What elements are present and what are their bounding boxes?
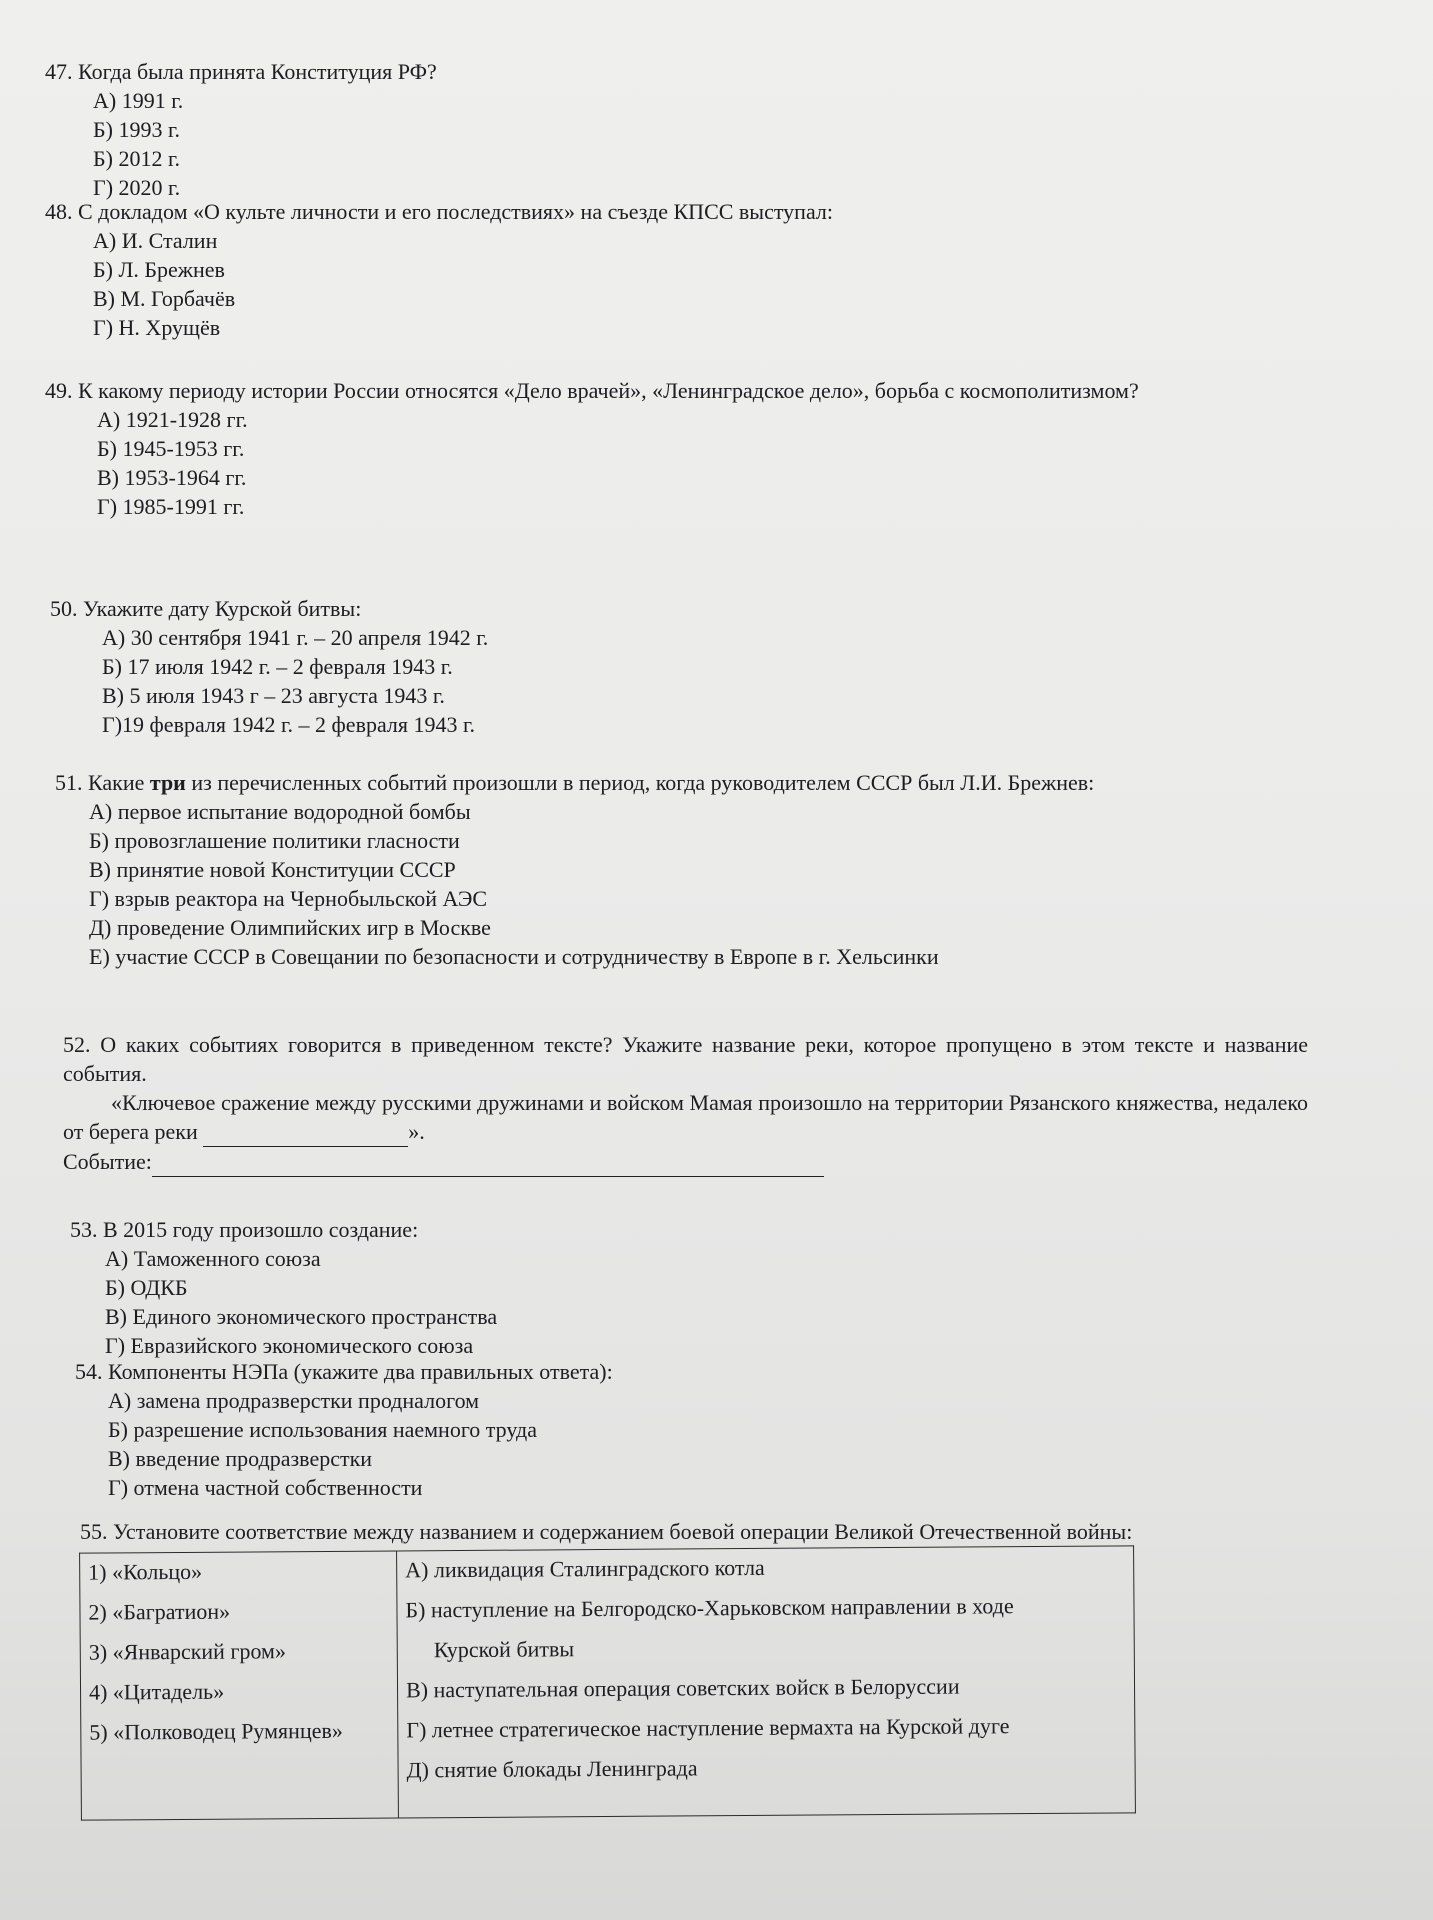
option: А) И. Сталин <box>93 228 218 253</box>
option: В) Единого экономического пространства <box>105 1304 498 1329</box>
quote-close: ». <box>408 1119 425 1144</box>
operation-description: В) наступательная операция советских войск в Белоруссии <box>405 1673 960 1703</box>
operations-column <box>80 1551 399 1820</box>
option: Г) Н. Хрущёв <box>93 315 221 340</box>
operation-description: Г) летнее стратегическое наступление вермахта на Курской дуге <box>406 1713 1010 1743</box>
options-list <box>55 797 1305 971</box>
option: В) 1953-1964 гг. <box>97 465 247 490</box>
option: Г) взрыв реактора на Чернобыльской АЭС <box>89 886 488 911</box>
question-text-end: из перечисленных событий произошли в период, когда руководителем СССР был Л.И. Брежнев: <box>191 770 1095 795</box>
options-list <box>50 623 1320 739</box>
question-text-start: Какие <box>88 770 145 795</box>
question-48 <box>45 197 1315 342</box>
question-52 <box>63 1030 1308 1177</box>
option: Б) ОДКБ <box>105 1275 188 1300</box>
option: А) 30 сентября 1941 г. – 20 апреля 1942 г. <box>102 625 489 650</box>
question-number: 54. <box>75 1359 103 1384</box>
question-number: 49. <box>45 378 73 403</box>
question-number: 52. <box>63 1032 91 1057</box>
question-text: В 2015 году произошло создание: <box>103 1217 419 1242</box>
option: Б) провозглашение политики гласности <box>89 828 460 853</box>
option: Е) участие СССР в Совещании по безопасности и сотрудничеству в Европе в г. Хельсинки <box>89 944 939 969</box>
operation-name: 1) «Кольцо» <box>88 1558 203 1585</box>
question-49 <box>45 376 1300 521</box>
question-47 <box>45 57 1315 202</box>
quote-paragraph <box>63 1088 1308 1147</box>
event-line <box>63 1147 1308 1177</box>
question-text: Установите соответствие между названием и содержанием боевой операции Великой Отечественной войны: <box>113 1519 1133 1544</box>
option: Г) 1985-1991 гг. <box>97 494 245 519</box>
operation-description: Б) наступление на Белгородско-Харьковском направлении в ходе <box>405 1593 1014 1623</box>
options-list <box>45 405 1300 521</box>
question-number: 55. <box>80 1519 108 1544</box>
option: В) М. Горбачёв <box>93 286 236 311</box>
option: А) 1921-1928 гг. <box>97 407 248 432</box>
option: В) введение продразверстки <box>108 1446 373 1471</box>
option: Г) Евразийского экономического союза <box>105 1333 474 1358</box>
operation-description: А) ликвидация Сталинградского котла <box>405 1554 765 1583</box>
event-answer-blank[interactable] <box>152 1147 824 1177</box>
option: Б) 17 июля 1942 г. – 2 февраля 1943 г. <box>102 654 453 679</box>
question-text: К какому периоду истории России относятся «Дело врачей», «Ленинградское дело», борьба с космополитизмом? <box>78 378 1139 403</box>
option: А) первое испытание водородной бомбы <box>89 799 471 824</box>
matching-table <box>79 1545 1136 1820</box>
quote-text: «Ключевое сражение между русскими дружинами и войском Мамая произошло на территории Рязанского княжества, недалеко от берега реки <box>63 1090 1308 1144</box>
options-list <box>70 1244 1340 1360</box>
question-number: 51. <box>55 770 83 795</box>
option: А) 1991 г. <box>93 88 184 113</box>
question-54 <box>75 1357 1345 1502</box>
operation-description: Д) снятие блокады Ленинграда <box>406 1755 698 1783</box>
river-answer-blank[interactable] <box>203 1117 408 1147</box>
question-number: 47. <box>45 59 73 84</box>
question-text: Укажите дату Курской битвы: <box>83 596 362 621</box>
option: Д) проведение Олимпийских игр в Москве <box>89 915 491 940</box>
question-53 <box>70 1215 1340 1360</box>
option: Г) отмена частной собственности <box>108 1475 423 1500</box>
question-text: С докладом «О культе личности и его последствиях» на съезде КПСС выступал: <box>78 199 833 224</box>
question-50 <box>50 594 1320 739</box>
option: В) принятие новой Конституции СССР <box>89 857 456 882</box>
event-label: Событие: <box>63 1149 152 1174</box>
question-text: Компоненты НЭПа (укажите два правильных ответа): <box>108 1359 613 1384</box>
operation-name: 2) «Багратион» <box>88 1598 231 1625</box>
options-list <box>45 226 1315 342</box>
question-number: 53. <box>70 1217 98 1242</box>
question-text: Когда была принята Конституция РФ? <box>78 59 437 84</box>
option: Б) разрешение использования наемного труда <box>108 1417 537 1442</box>
option: Б) Л. Брежнев <box>93 257 225 282</box>
descriptions-column <box>397 1546 1136 1818</box>
question-51 <box>55 768 1305 971</box>
option: Б) 1945-1953 гг. <box>97 436 245 461</box>
operation-name: 4) «Цитадель» <box>88 1678 225 1705</box>
options-list <box>75 1386 1345 1502</box>
operation-name: 5) «Полководец Румянцев» <box>89 1717 343 1745</box>
question-text-emphasis: три <box>149 770 186 795</box>
option: Б) 2012 г. <box>93 146 181 171</box>
option: А) замена продразверстки продналогом <box>108 1388 480 1413</box>
option: В) 5 июля 1943 г – 23 августа 1943 г. <box>102 683 445 708</box>
option: А) Таможенного союза <box>105 1246 321 1271</box>
question-number: 48. <box>45 199 73 224</box>
operation-name: 3) «Январский гром» <box>88 1638 287 1665</box>
option: Б) 1993 г. <box>93 117 181 142</box>
question-number: 50. <box>50 596 78 621</box>
question-55 <box>80 1517 1350 1546</box>
question-text: О каких событиях говорится в приведенном тексте? Укажите название реки, которое пропущено в этом тексте и название события. <box>63 1032 1309 1086</box>
options-list <box>45 86 1315 202</box>
option: Г) 2020 г. <box>93 175 181 200</box>
operation-description-continuation: Курской битвы <box>433 1636 575 1663</box>
option: Г)19 февраля 1942 г. – 2 февраля 1943 г. <box>102 712 476 737</box>
